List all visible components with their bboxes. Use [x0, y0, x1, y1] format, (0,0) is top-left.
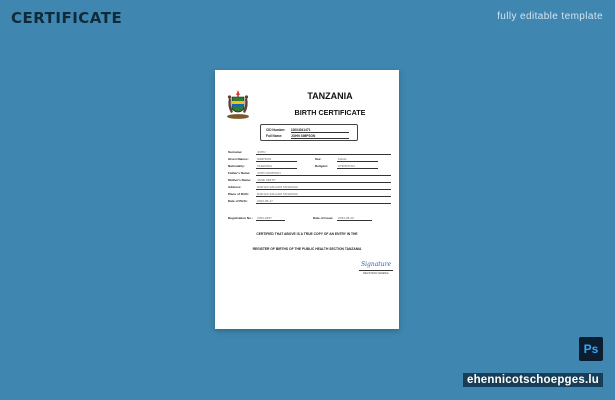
field-label: Registration No.:: [228, 216, 253, 220]
document-title: BIRTH CERTIFICATE: [294, 108, 366, 117]
field-label: Father's Name:: [228, 171, 251, 175]
field-value[interactable]: TANZANIA: [256, 164, 297, 169]
field-value[interactable]: JANE SMITH: [256, 178, 391, 183]
certification-line-2: REGISTER OF BIRTHS OF THE PUBLIC HEALTH SECTION TANZANIA: [252, 247, 362, 251]
country-name: TANZANIA: [307, 91, 353, 101]
field-value[interactable]: 2023-05-20: [337, 216, 372, 221]
id-box: [260, 124, 358, 141]
id-row-cid: [266, 128, 349, 133]
field-value[interactable]: CHRISTIAN: [337, 164, 378, 169]
field-label: Address:: [228, 185, 242, 189]
photoshop-icon: [579, 337, 603, 361]
field-label: Date of Issue:: [313, 216, 334, 220]
field-value[interactable]: JOHN SIMPSON: [256, 171, 391, 176]
field-label: Mother's Name:: [228, 178, 252, 182]
field-label: Given Names:: [228, 157, 249, 161]
id-label: Full Name:: [266, 134, 283, 138]
field-label: Date of Birth:: [228, 199, 248, 203]
field-value[interactable]: JOHN: [256, 150, 391, 155]
field-value[interactable]: 2023-0457: [256, 216, 285, 221]
field-label: Surname:: [228, 150, 243, 154]
id-value[interactable]: JOHN SIMPSON: [291, 134, 349, 139]
signature-line: [359, 270, 393, 271]
signature: Signature: [361, 261, 392, 268]
field-value[interactable]: SIMPSON: [256, 157, 297, 162]
field-value[interactable]: DAR ES SALAAM TANZANIA: [256, 185, 391, 190]
field-value[interactable]: MALE: [337, 157, 378, 162]
field-label: Nationality:: [228, 164, 245, 168]
field-label: Religion:: [315, 164, 329, 168]
coat-of-arms-icon: [225, 88, 251, 120]
id-value[interactable]: 10004041471: [291, 128, 349, 133]
field-label: Sex:: [315, 157, 322, 161]
field-label: Place of Birth:: [228, 192, 249, 196]
watermark: ehennicotschoepges.lu: [463, 373, 603, 387]
field-value[interactable]: 2023-05-17: [256, 199, 391, 204]
page-title: CERTIFICATE: [11, 9, 123, 27]
signature-caption: REGISTRAR GENERAL: [362, 272, 390, 275]
certification-line-1: CERTIFIED THAT ABOVE IS A TRUE COPY OF AN ENTRY IN THE: [256, 232, 358, 236]
ps-badge-text: Ps: [583, 342, 599, 356]
id-row-name: [266, 134, 349, 139]
field-value[interactable]: DAR ES SALAAM TANZANIA: [256, 192, 391, 197]
tagline: fully editable template: [497, 11, 603, 22]
id-label: CID Number:: [266, 128, 286, 132]
certificate-paper: [215, 70, 399, 329]
